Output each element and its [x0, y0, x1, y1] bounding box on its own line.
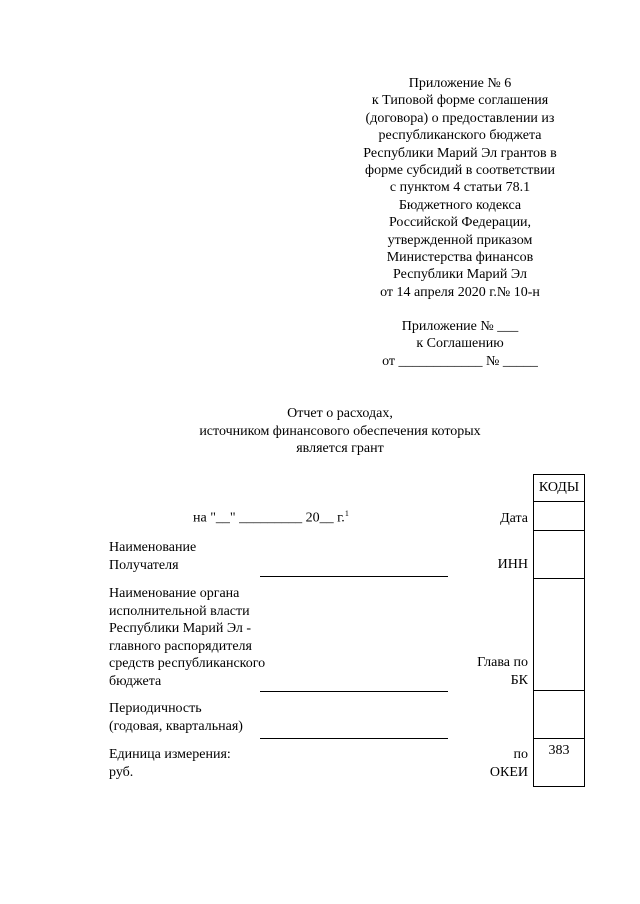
budget-chapter-label	[477, 654, 528, 689]
report-date-field[interactable]	[193, 509, 349, 527]
periodicity-label-line: (годовая, квартальная)	[109, 718, 243, 734]
report-title-line: является грант	[296, 441, 384, 456]
inn-label: ИНН	[497, 557, 528, 572]
authority-label-line: средств республиканского	[109, 656, 266, 671]
report-title-line: источником финансового обеспечения которых	[199, 423, 481, 439]
appendix-line: форме субсидий в соответствии	[365, 163, 555, 179]
appendix-line: Министерства финансов	[386, 250, 534, 266]
appendix-line: утвержденной приказом	[387, 232, 533, 248]
report-title	[160, 405, 520, 458]
appendix-header	[350, 75, 570, 301]
appendix-line: к Типовой форме соглашения	[371, 93, 549, 109]
periodicity-label-line: Периодичность	[109, 701, 202, 716]
okei-label-line: по	[513, 747, 528, 762]
agreement-appendix	[350, 318, 570, 370]
appendix-line: республиканского бюджета	[378, 128, 542, 144]
unit-label-line: Единица измерения:	[109, 747, 231, 762]
authority-label-line: исполнительной власти	[109, 603, 250, 619]
codes-table	[533, 474, 585, 787]
authority-name-underline[interactable]	[260, 691, 448, 692]
budget-chapter-label-line: БК	[510, 672, 528, 688]
code-cell-periodicity[interactable]	[534, 691, 585, 739]
code-cell-date[interactable]	[534, 502, 585, 531]
agreement-appendix-date: от ____________ № _____	[382, 353, 538, 369]
okei-label-line: ОКЕИ	[489, 764, 528, 780]
recipient-label	[109, 539, 196, 574]
authority-label-line: Республики Марий Эл -	[109, 621, 252, 636]
authority-label-line: бюджета	[109, 673, 162, 689]
budget-chapter-label-line: Глава по	[477, 655, 528, 670]
appendix-line: (договора) о предоставлении из	[365, 110, 555, 126]
authority-label-line: главного распорядителя	[109, 638, 252, 654]
report-date-text: на "__" _________ 20__ г.	[193, 510, 345, 526]
periodicity-label	[109, 700, 243, 735]
appendix-line: Республики Марий Эл	[393, 267, 527, 283]
code-cell-budget-chapter[interactable]	[534, 579, 585, 691]
unit-label	[109, 746, 231, 781]
code-cell-okei[interactable]: 383	[534, 739, 585, 787]
recipient-label-line: Получателя	[109, 557, 179, 573]
code-cell-inn[interactable]	[534, 531, 585, 579]
agreement-appendix-ref: к Соглашению	[416, 336, 504, 352]
appendix-line: Приложение № 6	[408, 76, 512, 91]
appendix-line: Республики Марий Эл грантов в	[363, 145, 557, 161]
codes-header: КОДЫ	[534, 475, 585, 502]
okei-label	[490, 746, 528, 781]
report-title-line: Отчет о расходах,	[287, 406, 393, 421]
agreement-appendix-number: Приложение № ___	[401, 319, 519, 334]
date-label: Дата	[500, 511, 528, 526]
recipient-name-underline[interactable]	[260, 576, 448, 577]
appendix-line: от 14 апреля 2020 г.№ 10-н	[380, 284, 540, 300]
appendix-line: Российской Федерации,	[388, 215, 532, 231]
unit-currency: руб.	[109, 764, 134, 780]
authority-label-line: Наименование органа	[109, 586, 240, 601]
authority-label	[109, 585, 265, 690]
appendix-line: Бюджетного кодекса	[398, 197, 522, 213]
footnote-marker: 1	[344, 509, 349, 518]
recipient-label-line: Наименование	[109, 540, 197, 555]
periodicity-underline[interactable]	[260, 738, 448, 739]
appendix-line: с пунктом 4 статьи 78.1	[389, 180, 531, 196]
